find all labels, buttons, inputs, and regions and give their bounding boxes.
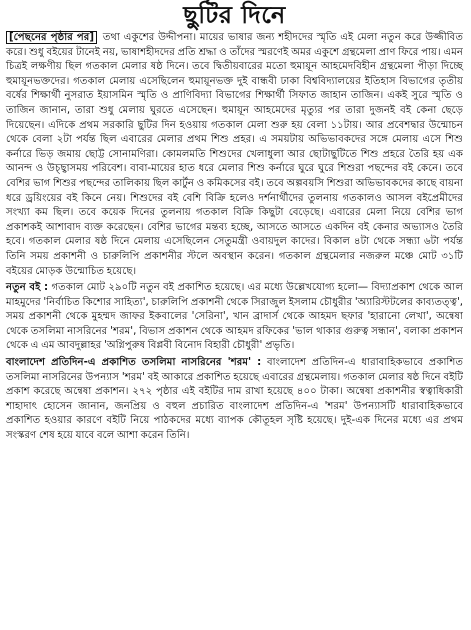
sharam-text: বাংলাদেশ প্রতিদিন-এ ধারাবাহিকভাবে প্রকাশিত তসলিমা নাসরিনের উপন্যাস 'শরম' বই আকারে প্রকাশিত হয়েছে এবারের গ্রন্থমেলায়। গতকাল মেলার ষষ্ঠ দিনে বইটি প্রকাশ করেছে অন্বেষা প্রকাশন। ২৭২ পৃষ্ঠার এই বইটির দাম রাখা হয়েছে ৪০০ টাকা। অন্বেষা প্রকাশনীর স্বত্বাধিকারী শাহাদাৎ হোসেন জানান, জনপ্রিয় ও বহুল প্রচারিত বাংলাদেশ প্রতিদিন-এ 'শরম' উপন্যাসটি ধারাবাহিকভাবে প্রকাশিত হওয়ার কারণে বইটি নিয়ে পাঠকদের মধ্যে ব্যাপক কৌতূহল সৃষ্টি হয়েছে। দুই-এক দিনের মধ্যে এর প্রথম সংস্করণ শেষ হয়ে যাবে বলে আশা করেন তিনি। [6,357,463,442]
article-headline: ছুটির দিনে [183,0,286,29]
continuation-marker: [পেছনের পৃষ্ঠার পর] [6,31,97,44]
new-books-text: গতকাল মোট ২৯০টি নতুন বই প্রকাশিত হয়েছে। এর মধ্যে উল্লেখযোগ্য হলো— বিদ্যাপ্রকাশ থেকে আল মাহমুদের 'নির্বাচিত কিশোর সাহিত্য', চারুলিপি প্রকাশনী থেকে সিরাজুল ইসলাম চৌধুরীর 'অ্যারিস্টটলের কাব্যতত্ত্ব', সময় প্রকাশনী থেকে মুহম্মদ জাফর ইকবালের 'সেরিনা', খান ব্রাদার্স থেকে আহমদ ছফার 'হারানো লেখা', অন্বেষা থেকে তসলিমা নাসরিনের 'শরম', বিভাস প্রকাশন থেকে আহমদ রফিকের 'ভাল থাকার গুরুত্ব সন্ধান', বলাকা প্রকাশন থেকে এ এম আবদুল্লাহর 'অগ্নিপুরুষ বিপ্লবী বিনোদ বিহারী চৌধুরী' প্রভৃতি। [6,282,463,352]
intro-text: তথা একুশের উদ্দীপনা। মায়ের ভাষার জন্য শহীদদের স্মৃতি এই মেলা নতুন করে উজ্জীবিত করে। শুধু বইয়ের টানেই নয়, ভাষাশহীদদের প্রতি শ্রদ্ধা ও তাঁদের স্মরণেই অমর একুশে গ্রন্থমেলা প্রাণ ফিরে পায়। এমন চিত্রই লক্ষণীয় ছিল গতকাল মেলার ষষ্ঠ দিনে। তবে দ্বিতীয়বারের মতো হুমায়ূন আহমেদবিহীন গ্রন্থমেলা পীড়া দিচ্ছে হুমায়ূনভক্তদের। গতকাল মেলায় এসেছিলেন হুমায়ূনভক্ত দুই বান্ধবী ঢাকা বিশ্ববিদ্যালয়ের ইতিহাস বিভাগের তৃতীয় বর্ষের শিক্ষার্থী নুসরাত ইয়াসমিন স্মৃতি ও প্রাণিবিদ্যা বিভাগের শিক্ষার্থী সিফাত জাহান তাজিন। একই সুরে স্মৃতি ও তাজিন জানান, তারা শুধু মেলায় ঘুরতে এসেছেন। হুমায়ূন আহমেদের মৃত্যুর পর তারা দুজনই বই কেনা ছেড়ে দিয়েছেন। এদিকে প্রথম সরকারি ছুটির দিন হওয়ায় গতকাল মেলা শুরু হয় বেলা ১১টায়। আর প্রবেশদ্বার উন্মোচন থেকে বেলা ২টা পর্যন্ত ছিল এবারের মেলার প্রথম শিশু প্রহর। এ সময়টায় অভিভাবকদের সঙ্গে মেলায় এসে শিশু কর্নারে ভিড় জমায় ছোট্ট সোনামণিরা। কোমলমতি শিশুদের খেলাধুলা আর ছোটাছুটিতে শিশু প্রহরে তৈরি হয় এক আনন্দ ও উচ্ছ্বাসময় পরিবেশ। বাবা-মায়ের হাত ধরে মেলার শিশু কর্নারে ঘুরে ঘুরে শিশুরা পছন্দের বই কেনে। তবে বেশির ভাগ শিশুর পছন্দের তালিকায় ছিল কার্টুন ও কমিকসের বই। তবে অল্পবয়সি শিশুরা অভিভাবকদের কাছে বায়না ধরে ড্রয়িংয়ের বই কিনে নেয়। শিশুদের বই বেশি বিক্রি হলেও দর্শনার্থীদের তুলনায় গতকালও আসল বইপ্রেমীদের সংখ্যা কম ছিল। তবে কয়েক দিনের তুলনায় গতকাল বিক্রি কিছুটা বেড়েছে। এবারের মেলা নিয়ে বেশির ভাগ প্রকাশকই আশাবাদ ব্যক্ত করেছেন। বেশির ভাগের মন্তব্য হচ্ছে, আসতে আসতে একদিন বই কেনার অভ্যাসও তৈরি হবে। গতকাল মেলার ষষ্ঠ দিনে মেলায় এসেছিলেন সেতুমন্ত্রী ওবায়দুল কাদের। বিকাল ৪টা থেকে সন্ধ্যা ৬টা পর্যন্ত তিনি সময় প্রকাশনী ও চারুলিপি প্রকাশনীর স্টলে অবস্থান করেন। গতকাল গ্রন্থমেলার নজরুল মঞ্চে মোট ৩১টি বইয়ের মোড়ক উন্মোচিত হয়েছে। [6,32,463,277]
sharam-paragraph [6,356,463,444]
sharam-heading: বাংলাদেশ প্রতিদিন-এ প্রকাশিত তসলিমা নাসরিনের 'শরম' : [6,357,262,369]
intro-paragraph [6,31,463,279]
new-books-paragraph [6,281,463,354]
new-books-heading: নতুন বই : [6,282,49,294]
